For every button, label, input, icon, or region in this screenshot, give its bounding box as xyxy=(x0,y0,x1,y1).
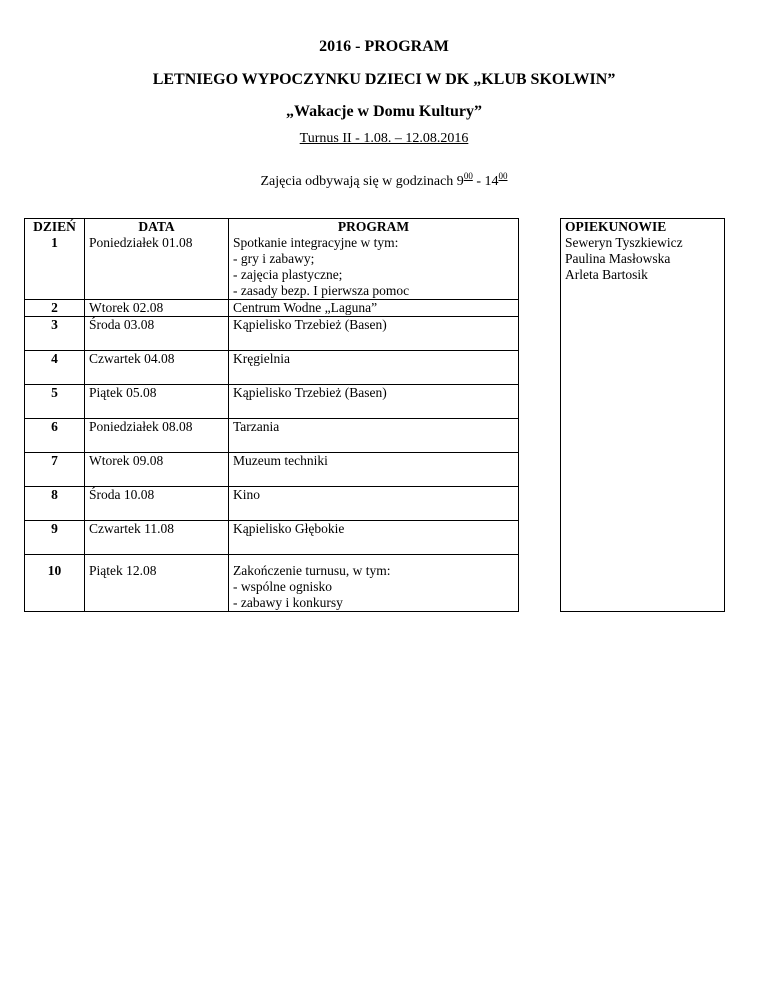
caretakers-cell xyxy=(561,219,725,612)
program-line: Kręgielnia xyxy=(233,351,290,366)
date-text: Środa 10.08 xyxy=(89,487,155,502)
program-line: - zasady bezp. I pierwsza pomoc xyxy=(233,283,410,298)
column-gap xyxy=(519,219,561,612)
program-cell xyxy=(229,521,519,555)
program-cell xyxy=(229,317,519,351)
date-text: Czwartek 11.08 xyxy=(89,521,174,536)
day-cell xyxy=(25,453,85,487)
day-cell xyxy=(25,555,85,612)
column-header-program: PROGRAM xyxy=(337,219,410,234)
program-cell xyxy=(229,351,519,385)
title-line-1: 2016 - PROGRAM xyxy=(319,38,449,55)
title-line-3: „Wakacje w Domu Kultury” xyxy=(286,103,482,120)
date-text: Wtorek 02.08 xyxy=(89,300,164,315)
date-cell xyxy=(85,521,229,555)
day-number: 2 xyxy=(51,300,58,315)
date-cell xyxy=(85,419,229,453)
table-row xyxy=(25,219,725,300)
program-line: Centrum Wodne „Laguna” xyxy=(233,300,378,315)
day-cell xyxy=(25,317,85,351)
day-cell xyxy=(25,351,85,385)
caretaker-name: Paulina Masłowska xyxy=(565,251,671,266)
date-cell xyxy=(85,300,229,317)
program-line: - zajęcia plastyczne; xyxy=(233,267,343,282)
program-cell xyxy=(229,453,519,487)
date-cell xyxy=(85,555,229,612)
day-number: 8 xyxy=(51,487,58,502)
column-header-day: DZIEŃ xyxy=(33,219,76,234)
title-line-2: LETNIEGO WYPOCZYNKU DZIECI W DK „KLUB SKOLWIN” xyxy=(152,71,616,88)
hours-end-minutes: 00 xyxy=(498,171,508,181)
program-line: Kąpielisko Trzebież (Basen) xyxy=(233,385,387,400)
program-line: - zabawy i konkursy xyxy=(233,595,343,610)
date-cell xyxy=(85,453,229,487)
program-line: Kino xyxy=(233,487,260,502)
date-cell xyxy=(85,385,229,419)
program-line: Muzeum techniki xyxy=(233,453,328,468)
date-text: Czwartek 04.08 xyxy=(89,351,175,366)
hours-prefix: Zajęcia odbywają się w godzinach 9 xyxy=(260,174,464,189)
day-number: 3 xyxy=(51,317,58,332)
date-text: Środa 03.08 xyxy=(89,317,155,332)
program-cell xyxy=(229,385,519,419)
program-line: Tarzania xyxy=(233,419,280,434)
date-text: Wtorek 09.08 xyxy=(89,453,164,468)
program-cell xyxy=(229,300,519,317)
day-cell xyxy=(25,487,85,521)
program-line: - wspólne ognisko xyxy=(233,579,332,594)
day-cell xyxy=(25,219,85,300)
turnus-dates: Turnus II - 1.08. – 12.08.2016 xyxy=(299,131,469,146)
program-cell xyxy=(229,555,519,612)
column-header-caretakers: OPIEKUNOWIE xyxy=(565,219,667,234)
day-number: 7 xyxy=(51,453,58,468)
day-number: 9 xyxy=(51,521,58,536)
program-line: Spotkanie integracyjne w tym: xyxy=(233,235,399,250)
date-text: Poniedziałek 01.08 xyxy=(89,235,193,250)
caretaker-name: Seweryn Tyszkiewicz xyxy=(565,235,683,250)
column-header-date: DATA xyxy=(138,219,175,234)
program-line: Kąpielisko Trzebież (Basen) xyxy=(233,317,387,332)
hours-mid: - 14 xyxy=(472,174,499,189)
day-number: 1 xyxy=(51,235,58,250)
day-number: 4 xyxy=(51,351,58,366)
day-cell xyxy=(25,419,85,453)
program-cell xyxy=(229,419,519,453)
date-cell xyxy=(85,317,229,351)
date-text: Poniedziałek 08.08 xyxy=(89,419,193,434)
hours-start-minutes: 00 xyxy=(463,171,473,181)
day-number: 6 xyxy=(51,419,58,434)
date-text: Piątek 12.08 xyxy=(89,563,157,578)
day-number: 10 xyxy=(47,563,62,578)
caretaker-name: Arleta Bartosik xyxy=(565,267,648,282)
program-line: Kąpielisko Głębokie xyxy=(233,521,345,536)
hours-note xyxy=(0,171,768,190)
date-cell xyxy=(85,487,229,521)
day-number: 5 xyxy=(51,385,58,400)
date-text: Piątek 05.08 xyxy=(89,385,157,400)
program-line: - gry i zabawy; xyxy=(233,251,315,266)
date-cell xyxy=(85,351,229,385)
schedule-table xyxy=(24,218,725,612)
day-cell xyxy=(25,385,85,419)
program-line: Zakończenie turnusu, w tym: xyxy=(233,563,391,578)
day-cell xyxy=(25,300,85,317)
date-cell xyxy=(85,219,229,300)
program-cell xyxy=(229,219,519,300)
day-cell xyxy=(25,521,85,555)
program-cell xyxy=(229,487,519,521)
